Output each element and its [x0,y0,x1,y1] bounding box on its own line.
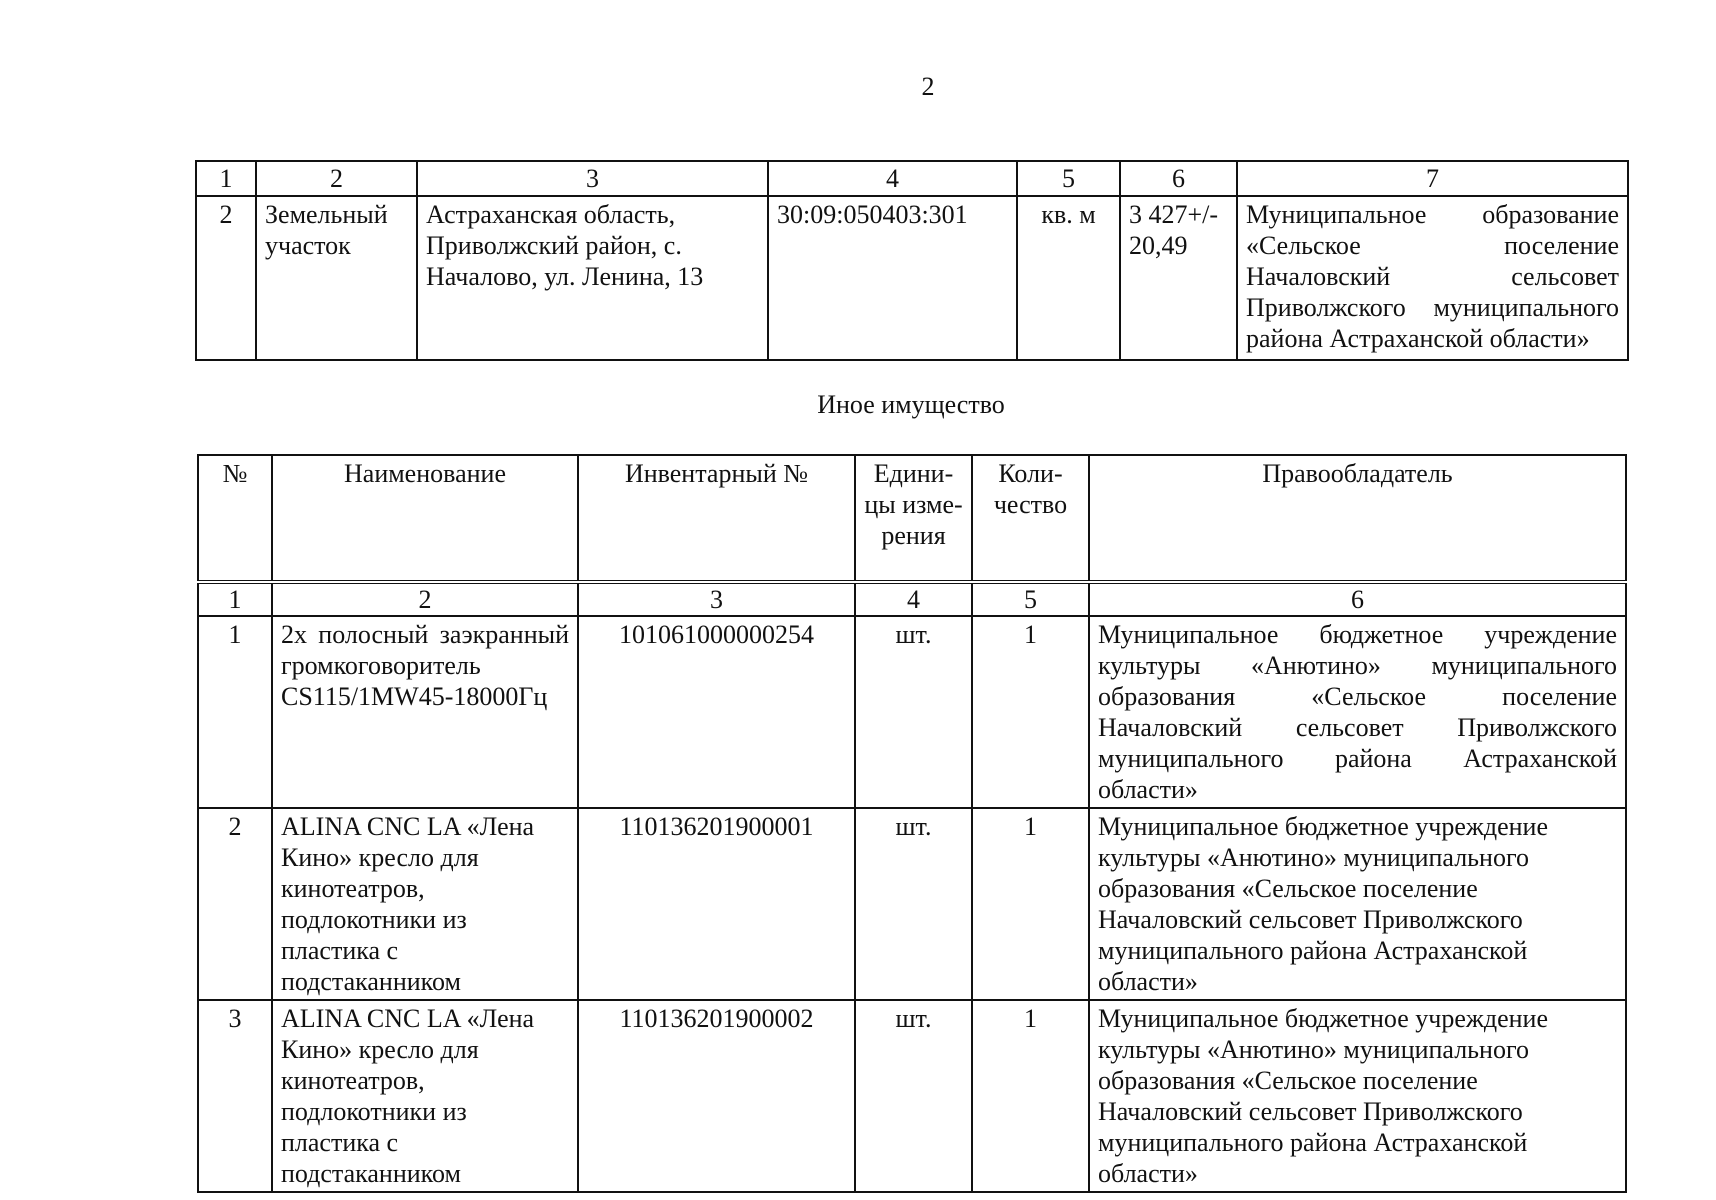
column-number: 1 [196,161,256,196]
land-table-column-numbers [196,161,1628,196]
inventory-number: 110136201900001 [578,808,855,1000]
column-number: 6 [1089,582,1626,616]
header-unit: Едини-цы изме-рения [855,455,972,582]
table-row [198,616,1626,808]
area-value: 3 427+/- 20,49 [1120,196,1237,360]
column-number: 2 [272,582,578,616]
table-row [196,196,1628,360]
column-number: 1 [198,582,272,616]
unit-of-measure: шт. [855,616,972,808]
item-name: ALINA CNC LA «Лена Кино» кресло для кинотеатров, подлокотники из пластика с подстаканником [272,1000,578,1192]
land-plot-table [195,160,1629,361]
row-number: 1 [198,616,272,808]
row-number: 3 [198,1000,272,1192]
owner: Муниципальное бюджетное учреждение культуры «Анютино» муниципального образования «Сельское поселение Началовский сельсовет Приволжского муниципального района Астраханской области» [1089,1000,1626,1192]
column-number: 6 [1120,161,1237,196]
owner: Муниципальное образование «Сельское поселение Началовский сельсовет Приволжского муниципального района Астраханской области» [1237,196,1628,360]
column-number: 4 [855,582,972,616]
object-name: Земельный участок [256,196,417,360]
property-table-header [198,455,1626,582]
column-number: 3 [578,582,855,616]
column-number: 3 [417,161,768,196]
column-number: 5 [972,582,1089,616]
cadastral-number: 30:09:050403:301 [768,196,1017,360]
row-number: 2 [198,808,272,1000]
header-number: № [198,455,272,582]
row-number: 2 [196,196,256,360]
column-number: 2 [256,161,417,196]
header-name: Наименование [272,455,578,582]
table-row [198,808,1626,1000]
inventory-number: 110136201900002 [578,1000,855,1192]
page-number: 2 [921,72,935,101]
unit-of-measure: шт. [855,1000,972,1192]
table-row [198,1000,1626,1192]
unit-of-measure: кв. м [1017,196,1120,360]
property-table-column-numbers [198,582,1626,616]
header-quantity: Коли-чество [972,455,1089,582]
header-owner: Правообладатель [1089,455,1626,582]
section-title: Иное имущество [817,390,1005,419]
unit-of-measure: шт. [855,808,972,1000]
owner: Муниципальное бюджетное учреждение культуры «Анютино» муниципального образования «Сельское поселение Началовский сельсовет Приволжского муниципального района Астраханской области» [1089,808,1626,1000]
column-number: 7 [1237,161,1628,196]
item-name: ALINA CNC LA «Лена Кино» кресло для кинотеатров, подлокотники из пластика с подстаканником [272,808,578,1000]
quantity: 1 [972,1000,1089,1192]
owner: Муниципальное бюджетное учреждение культуры «Анютино» муниципального образования «Сельское поселение Началовский сельсовет Приволжского муниципального района Астраханской области» [1089,616,1626,808]
column-number: 5 [1017,161,1120,196]
object-address: Астраханская область, Приволжский район, с. Началово, ул. Ленина, 13 [417,196,768,360]
quantity: 1 [972,808,1089,1000]
item-name: 2х полосный заэкранный громкоговоритель CS115/1MW45-18000Гц [272,616,578,808]
header-inventory: Инвентарный № [578,455,855,582]
other-property-table [197,454,1627,1193]
inventory-number: 101061000000254 [578,616,855,808]
column-number: 4 [768,161,1017,196]
quantity: 1 [972,616,1089,808]
